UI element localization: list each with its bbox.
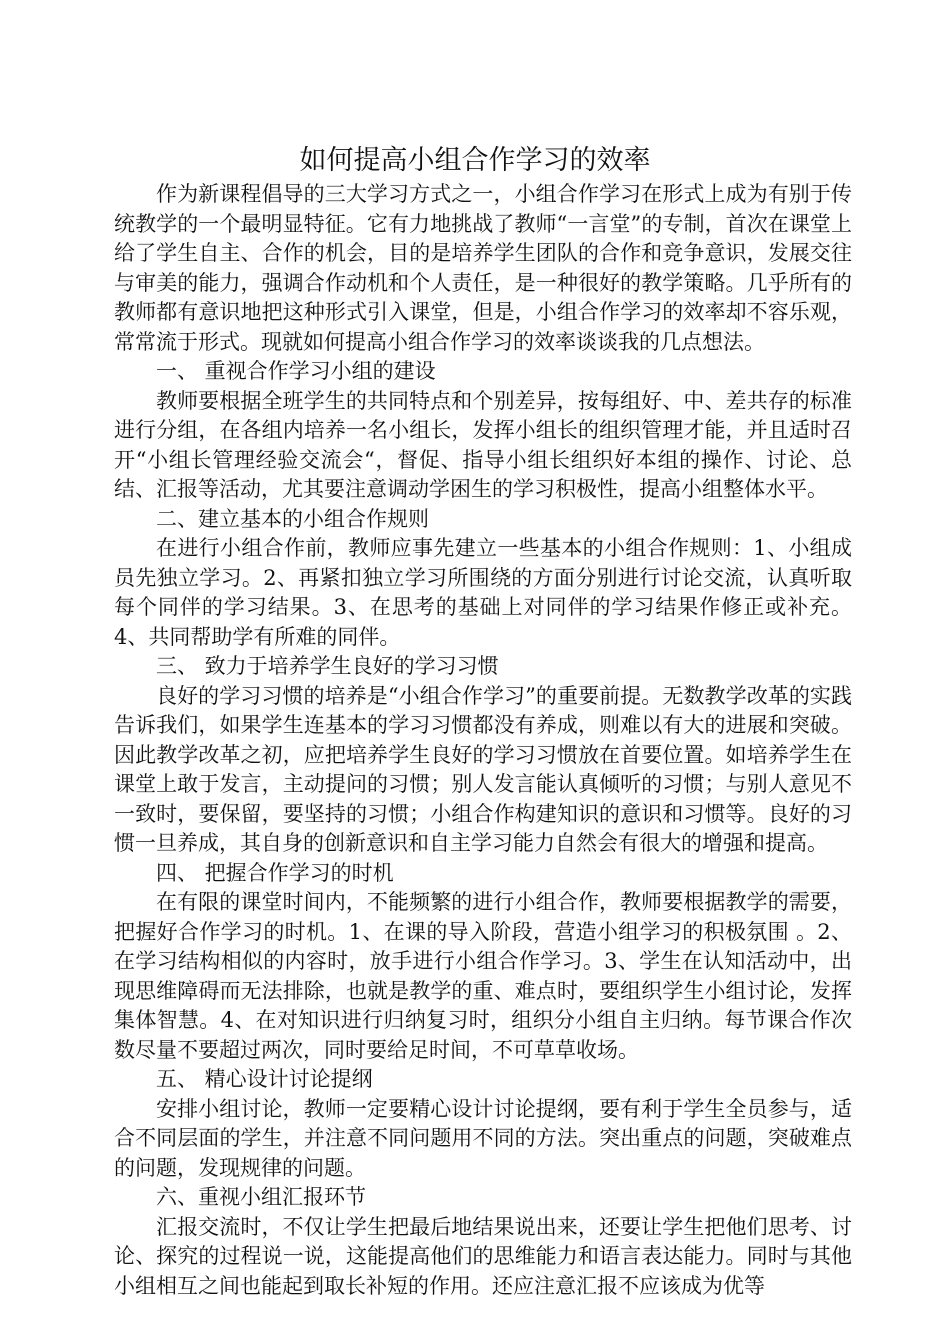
section-heading-3: 三、 致力于培养学生良好的学习习惯 — [156, 654, 499, 678]
section-heading-1: 一、 重视合作学习小组的建设 — [156, 359, 436, 383]
document-title: 如何提高小组合作学习的效率 — [299, 145, 651, 176]
section-heading-2: 二、建立基本的小组合作规则 — [156, 506, 429, 531]
section-heading-5: 五、 精心设计讨论提纲 — [156, 1067, 373, 1091]
section-paragraph-4: 在有限的课堂时间内，不能频繁的进行小组合作，教师要根据教学的需要，把握好合作学习的时机。1、在课的导入阶段，营造小组学习的积极氛围 。2、在学习结构相似的内容时，放手进行小组合作学习。3、学生在认知活动中，出现思维障碍而无法排除，也就是教学的重、难点时，要组织学生小组讨论，发挥集体智慧。4、在对知识进行归纳复习时，组织分小组自主归纳。每节课合作次数尽量不要超过两次，同时要给足时间，不可草草收场。 — [114, 890, 852, 1062]
section-paragraph-5: 安排小组讨论，教师一定要精心设计讨论提纲，要有利于学生全员参与，适合不同层面的学生，并注意不同问题用不同的方法。突出重点的问题，突破难点的问题，发现规律的问题。 — [114, 1096, 852, 1180]
document-body — [114, 180, 852, 1301]
intro-paragraph: 作为新课程倡导的三大学习方式之一，小组合作学习在形式上成为有别于传统教学的一个最明显特征。它有力地挑战了教师“一言堂”的专制，首次在课堂上给了学生自主、合作的机会，目的是培养学生团队的合作和竞争意识，发展交往与审美的能力，强调合作动机和个人责任，是一种很好的教学策略。几乎所有的教师都有意识地把这种形式引入课堂，但是，小组合作学习的效率却不容乐观，常常流于形式。现就如何提高小组合作学习的效率谈谈我的几点想法。 — [114, 182, 852, 354]
section-paragraph-2: 在进行小组合作前，教师应事先建立一些基本的小组合作规则：1、小组成员先独立学习。2、再紧扣独立学习所围绕的方面分别进行讨论交流，认真听取每个同伴的学习结果。3、在思考的基础上对同伴的学习结果作修正或补充。4、共同帮助学有所难的同伴。 — [114, 536, 852, 649]
section-paragraph-3: 良好的学习习惯的培养是“小组合作学习”的重要前提。无数教学改革的实践告诉我们，如果学生连基本的学习习惯都没有养成，则难以有大的进展和突破。因此教学改革之初，应把培养学生良好的学习习惯放在首要位置。如培养学生在课堂上敢于发言，主动提问的习惯；别人发言能认真倾听的习惯；与别人意见不一致时，要保留，要坚持的习惯；小组合作构建知识的意识和习惯等。良好的习惯一旦养成，其自身的创新意识和自主学习能力自然会有很大的增强和提高。 — [114, 683, 852, 855]
section-paragraph-6: 汇报交流时，不仅让学生把最后地结果说出来，还要让学生把他们思考、讨论、探究的过程说一说，这能提高他们的思维能力和语言表达能力。同时与其他小组相互之间也能起到取长补短的作用。还应注意汇报不应该成为优等 — [114, 1214, 852, 1298]
section-heading-4: 四、 把握合作学习的时机 — [156, 860, 394, 885]
section-heading-6: 六、重视小组汇报环节 — [156, 1185, 366, 1209]
section-paragraph-1: 教师要根据全班学生的共同特点和个别差异，按每组好、中、差共存的标准进行分组，在各组内培养一名小组长，发挥小组长的组织管理才能，并且适时召开“小组长管理经验交流会“，督促、指导小组长组织好本组的操作、讨论、总结、汇报等活动，尤其要注意调动学困生的学习积极性，提高小组整体水平。 — [114, 388, 852, 501]
